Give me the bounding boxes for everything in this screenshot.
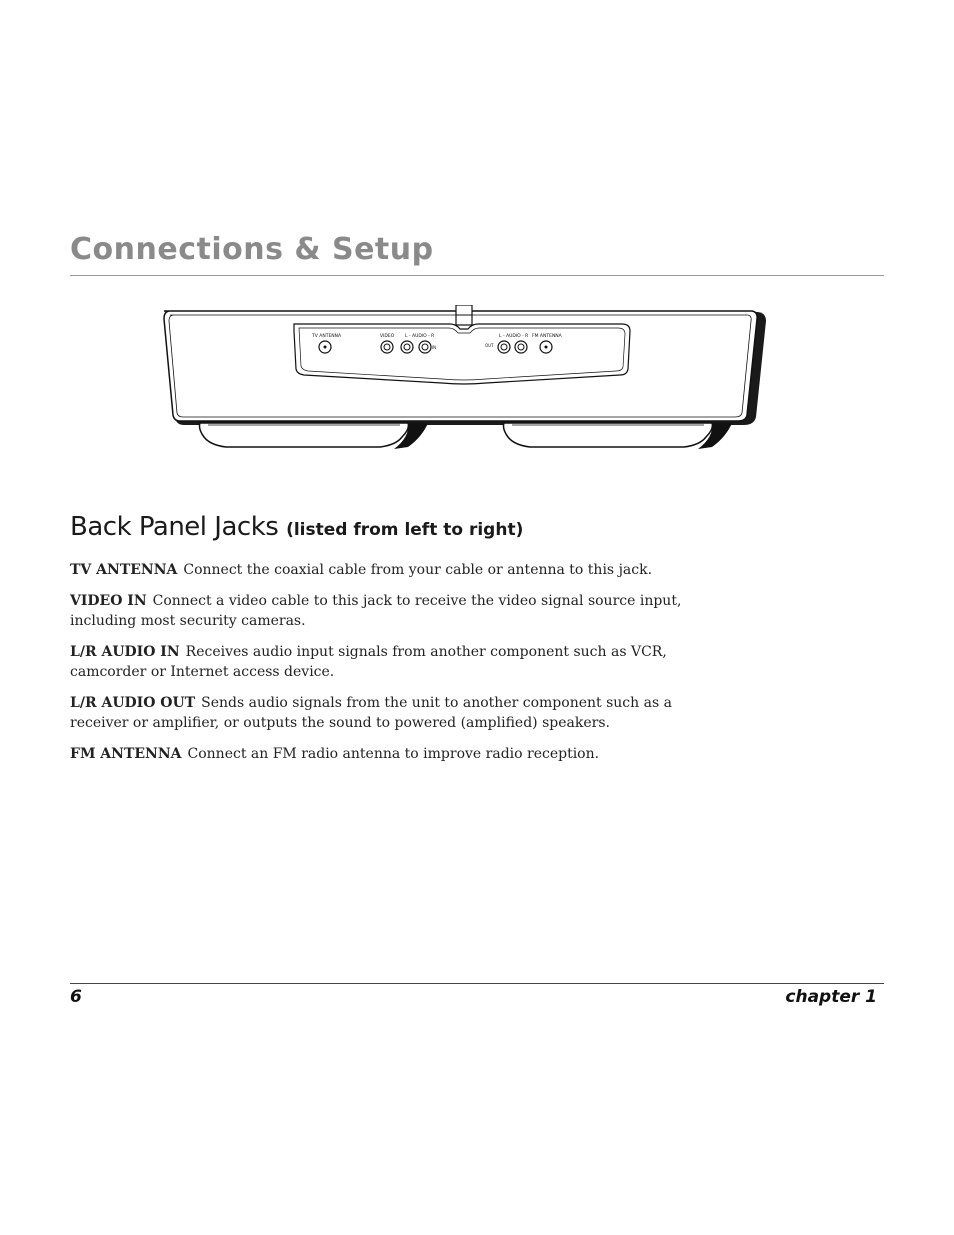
entry-text: Connect a video cable to this jack to receive the video signal source input, including most security cameras. bbox=[70, 593, 682, 629]
entry-term: TV ANTENNA bbox=[70, 562, 178, 578]
page-title: Connections & Setup bbox=[70, 232, 434, 267]
entry-audio-in bbox=[70, 642, 734, 682]
video-in-jack bbox=[381, 341, 393, 353]
entry-tv-antenna bbox=[70, 560, 734, 580]
footer-divider bbox=[70, 983, 884, 984]
chapter-label: chapter 1 bbox=[785, 987, 877, 1007]
fm-antenna-jack bbox=[540, 341, 552, 353]
label-in: IN bbox=[432, 345, 437, 350]
label-audio-in: L - AUDIO - R bbox=[405, 334, 435, 339]
entry-text: Sends audio signals from the unit to another component such as a receiver or amplifier, or outputs the sound to powered (amplified) speakers. bbox=[70, 695, 672, 731]
page-number: 6 bbox=[70, 987, 82, 1007]
audio-out-right-jack bbox=[515, 341, 527, 353]
title-divider bbox=[70, 275, 884, 276]
entry-term: FM ANTENNA bbox=[70, 746, 182, 762]
section-heading-title: Back Panel Jacks bbox=[70, 512, 279, 542]
section-heading bbox=[70, 512, 523, 542]
entry-term: VIDEO IN bbox=[70, 593, 147, 609]
label-audio-out: L - AUDIO - R bbox=[499, 334, 529, 339]
audio-in-right-jack bbox=[419, 341, 431, 353]
label-video: VIDEO bbox=[380, 334, 395, 339]
entry-text: Connect the coaxial cable from your cable or antenna to this jack. bbox=[183, 562, 653, 578]
label-tv-antenna: TV ANTENNA bbox=[312, 334, 342, 339]
entry-term: L/R AUDIO OUT bbox=[70, 695, 196, 711]
audio-in-left-jack bbox=[401, 341, 413, 353]
jack-descriptions bbox=[70, 560, 734, 775]
label-out: OUT bbox=[485, 343, 494, 348]
tv-antenna-jack bbox=[319, 341, 331, 353]
entry-fm-antenna bbox=[70, 744, 734, 764]
entry-term: L/R AUDIO IN bbox=[70, 644, 180, 660]
entry-text: Connect an FM radio antenna to improve radio reception. bbox=[187, 746, 600, 762]
entry-video-in bbox=[70, 591, 734, 631]
back-panel-illustration bbox=[160, 305, 772, 455]
entry-audio-out bbox=[70, 693, 734, 733]
entry-text: Receives audio input signals from another component such as VCR, camcorder or Internet access device. bbox=[70, 644, 667, 680]
label-fm-antenna: FM ANTENNA bbox=[532, 334, 562, 339]
audio-out-left-jack bbox=[498, 341, 510, 353]
section-subheading: (listed from left to right) bbox=[286, 520, 524, 540]
